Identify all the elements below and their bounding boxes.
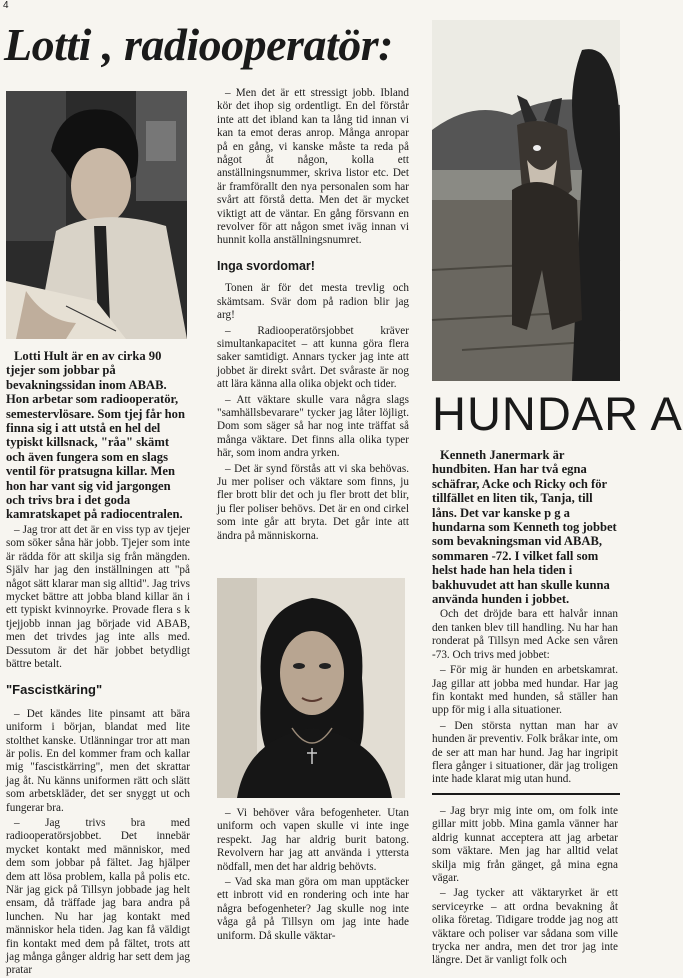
photo-dog bbox=[432, 20, 620, 381]
body-paragraph: – Jag trivs bra med radiooperatörsjobbet. Det innebär mycket kontakt med människor, med dem som jobbar på fältet. Jag hjälper dem att lösa problem, kalla på polis etc. När jag gick på Tillsyn jobbade jag helt ensam, då träffade jag bara andra på lunchen. Nu har jag kontakt med människor hela tiden. Jag kan få väldigt fin kontakt med dem på fältet, trots att jag många gånger aldrig har sett dem jag pratar bbox=[6, 817, 190, 977]
left-column bbox=[6, 349, 190, 977]
headline: HUNDAR A bbox=[432, 387, 683, 440]
middle-column-top bbox=[217, 87, 409, 572]
photo-operator bbox=[6, 91, 187, 339]
body-paragraph: Och det dröjde bara ett halvår innan den tanken blev till handling. Nu har han ronderat på Tillsyn med Acke sen våren -73. Och trivs med jobbet: bbox=[432, 608, 618, 661]
body-paragraph: – Att väktare skulle vara några slags "samhällsbevarare" tycker jag låter löjligt. Dom som säger så har nog inte träffat så många väktare. Det finns alla olika typer här, som inom andra yrken. bbox=[217, 393, 409, 460]
body-paragraph: – För mig är hunden en arbetskamrat. Jag gillar att jobba med hundar. Har jag fin kontakt med hunden, så ställer han upp för mig i alla situationer. bbox=[432, 664, 618, 717]
body-paragraph: – Det kändes lite pinsamt att bära uniform i början, blandat med lite stolthet kanske. Utlänningar tror att man är polis. En del kommer fram och kallar mig "fascistkärring", men det skrattar jag åt. Nu känns uniformen rätt och slätt som arbetskläder, det ser snyggt ut och fungerar bra. bbox=[6, 707, 190, 814]
body-paragraph: – Det är synd förstås att vi ska behövas. Ju mer poliser och väktare som finns, ju fler brott blir det och ju fler brott det blir, ju fler poliser behövs. Det är en ond cirkel som inte går att bryta. Det går inte att ändra på människorna. bbox=[217, 462, 409, 542]
body-paragraph: – Den största nyttan man har av hunden är preventiv. Folk bråkar inte, om de ser att man har hund. Jag har ingripit flera gånger i situationer, där jag troligen inte hade klarat mig utan hund. bbox=[432, 719, 618, 786]
middle-column-bottom bbox=[217, 807, 409, 942]
page-number: 4 bbox=[3, 0, 9, 11]
right-column-bottom bbox=[432, 805, 618, 967]
column-divider bbox=[432, 793, 620, 795]
body-paragraph: – Radiooperatörsjobbet kräver simultankapacitet – att kunna göra flera saker samtidigt. Annars tycker jag inte att jobbet är direkt svårt. Det svåraste är nog att lära känna alla olika objekt och tider. bbox=[217, 324, 409, 391]
body-paragraph: – Jag tycker att väktaryrket är ett serviceyrke – att ordna bevakning åt olika företag. Tidigare trodde jag nog att väktare och poliser var sådana som ville trycka ner andra, men det tror jag inte längre. Det är vanligt folk och bbox=[432, 887, 618, 967]
body-paragraph: – Vad ska man göra om man upptäcker ett inbrott vid en rondering och inte har några befogenheter? Jag skulle nog inte våga gå på Tillsyn om jag inte hade uniform. Då skulle väktar- bbox=[217, 876, 409, 942]
lead-paragraph: Lotti Hult är en av cirka 90 tjejer som jobbar på bevakningssidan inom ABAB. Hon arbetar som radiooperatör, semestervlösare. Som tjej får hon finna sig i att utstå en hel del typiskt killsnack, "råa" skämt och även fungera som en slags ventil för pratsugna killar. Men hon har vant sig vid jargongen och trivs bra i det goda kamratskapet på radiocentralen. bbox=[6, 349, 185, 522]
body-paragraph: – Jag bryr mig inte om, om folk inte gillar mitt jobb. Mina gamla vänner har aldrig kunnat acceptera att jag arbetar som väktare. Men jag har alltid velat skilja mig från gänget, gå mina egna vägar. bbox=[432, 805, 618, 885]
body-paragraph: – Vi behöver våra befogenheter. Utan uniform och vapen skulle vi inte inge respekt. Jag har aldrig burit batong. Revolvern har jag att använda i yttersta nödfall, men det har aldrig behövts. bbox=[217, 807, 409, 873]
body-paragraph: – Jag tror att det är en viss typ av tjejer som söker såna här jobb. Tjejer som inte är rädda för att skilja sig från mängden. Själv har jag den inställningen att "på något sätt klarar man sig alltid". Jag trivs mycket bättre att jobba bland killar än i ett typiskt kvinnoyrke. Provade flera s k tjejjobb innan jag började vid ABAB, men det trivdes jag inte alls med. Dessutom är det här jobbet betydligt bättre betalt. bbox=[6, 523, 190, 670]
right-column-top bbox=[432, 448, 618, 786]
photo-portrait bbox=[217, 578, 405, 798]
body-paragraph: – Men det är ett stressigt jobb. Ibland kör det ihop sig ordentligt. En del förstår inte att det ibland kan ta lång tid innan vi kan ta emot deras anrop. Många anropar på en gång, vi kanske måste ta reda på något åt någon, kolla ett anställningsnummer, skriva listor etc. Det är framförallt den nya personalen som har svårt att förstå detta. Men det är mycket viktigt att de väntar. En gång försvann en revolver för att någon smet iväg innan vi hunnit kolla anställningsnumret. bbox=[217, 87, 409, 247]
lead-paragraph: Kenneth Janermark är hundbiten. Han har två egna schäfrar, Acke och Ricky och för tillfället en liten tik, Tanja, till låns. Det var kanske p g a hundarna som Kenneth tog jobbet som bevakningsman vid ABAB, sommaren -72. I vilket fall som helst hade han hela tiden i bakhuvudet att han skulle kunna använda hunden i jobbet. bbox=[432, 448, 617, 607]
subheading: "Fascistkäring" bbox=[6, 682, 103, 698]
subheading: Inga svordomar! bbox=[217, 258, 315, 273]
article-title: Lotti , radiooperatör: bbox=[4, 19, 393, 70]
body-paragraph: Tonen är för det mesta trevlig och skämtsam. Svär dom på radion blir jag arg! bbox=[217, 282, 409, 322]
